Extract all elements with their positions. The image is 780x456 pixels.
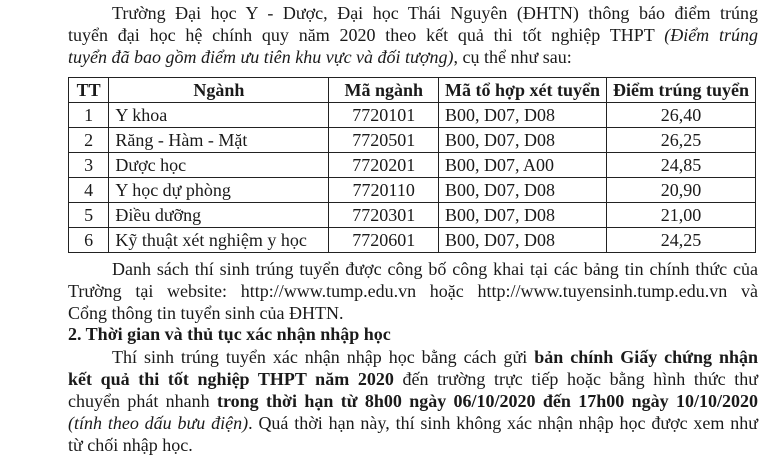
header-diem: Điểm trúng tuyển <box>607 78 756 103</box>
admission-paragraph <box>68 346 758 456</box>
links-paragraph <box>68 258 758 324</box>
admit-line-3 <box>68 390 758 412</box>
table-header-row <box>69 78 756 103</box>
admit-line-3-bold: trong thời hạn từ 8h00 ngày 06/10/2020 đến 17h00 ngày 10/10/2020 <box>217 391 758 411</box>
cell-nganh: Y học dự phòng <box>109 178 329 203</box>
cell-tt: 3 <box>69 153 109 178</box>
section-2-title: 2. Thời gian và thủ tục xác nhận nhập học <box>68 324 391 344</box>
table-row <box>69 153 756 178</box>
cell-diem: 21,00 <box>607 203 756 228</box>
admit-line-2-text: đến trường trực tiếp hoặc bằng hình thức thư <box>393 369 758 389</box>
cell-nganh: Răng - Hàm - Mặt <box>109 128 329 153</box>
cell-ma-to-hop: B00, D07, D08 <box>439 103 607 128</box>
header-nganh: Ngành <box>109 78 329 103</box>
table-row <box>69 203 756 228</box>
links-line-2: Trường tại website: http://www.tump.edu.vn hoặc http://www.tuyensinh.tump.edu.vn và <box>68 281 758 301</box>
cell-nganh: Kỹ thuật xét nghiệm y học <box>109 228 329 253</box>
cell-tt: 2 <box>69 128 109 153</box>
cell-nganh: Y khoa <box>109 103 329 128</box>
intro-line-2-italic: (Điểm trúng <box>664 25 758 45</box>
cell-ma-nganh: 7720501 <box>329 128 439 153</box>
admit-line-2-bold: kết quả thi tốt nghiệp THPT năm 2020 <box>68 369 394 389</box>
intro-line-1: Trường Đại học Y - Dược, Đại học Thái Nguyên (ĐHTN) thông báo điểm trúng <box>112 3 758 23</box>
cell-tt: 4 <box>69 178 109 203</box>
cell-ma-nganh: 7720110 <box>329 178 439 203</box>
table-row <box>69 103 756 128</box>
cell-ma-nganh: 7720301 <box>329 203 439 228</box>
cell-ma-to-hop: B00, D07, D08 <box>439 228 607 253</box>
admit-line-3-text: chuyển phát nhanh <box>68 391 217 411</box>
cell-tt: 6 <box>69 228 109 253</box>
header-ma-to-hop: Mã tổ hợp xét tuyển <box>439 78 607 103</box>
cell-tt: 1 <box>69 103 109 128</box>
cell-ma-nganh: 7720601 <box>329 228 439 253</box>
cell-ma-to-hop: B00, D07, D08 <box>439 178 607 203</box>
cell-ma-nganh: 7720101 <box>329 103 439 128</box>
cell-tt: 5 <box>69 203 109 228</box>
admission-score-table <box>68 77 756 253</box>
links-line-1: Danh sách thí sinh trúng tuyển được công bố công khai tại các bảng tin chính thức của <box>112 259 758 279</box>
admit-line-2 <box>68 368 758 390</box>
table-row <box>69 128 756 153</box>
intro-line-2 <box>68 24 758 46</box>
admit-line-5: từ chối nhập học. <box>68 435 193 455</box>
cell-diem: 24,85 <box>607 153 756 178</box>
cell-ma-to-hop: B00, D07, D08 <box>439 203 607 228</box>
cell-diem: 20,90 <box>607 178 756 203</box>
admit-line-4 <box>68 412 758 434</box>
cell-diem: 26,25 <box>607 128 756 153</box>
cell-ma-to-hop: B00, D07, D08 <box>439 128 607 153</box>
intro-paragraph <box>68 2 758 68</box>
header-ma-nganh: Mã ngành <box>329 78 439 103</box>
intro-line-3-italic: tuyển đã bao gồm điểm ưu tiên khu vực và đối tượng) <box>68 47 454 67</box>
table-row <box>69 178 756 203</box>
admit-line-1 <box>68 346 758 368</box>
intro-line-3 <box>68 47 572 67</box>
intro-line-3-tail: , cụ thể như sau: <box>453 47 572 67</box>
header-tt: TT <box>69 78 109 103</box>
cell-ma-nganh: 7720201 <box>329 153 439 178</box>
intro-line-2-text: tuyển đại học hệ chính quy năm 2020 theo kết quả thi tốt nghiệp THPT <box>68 25 655 45</box>
admit-line-4-italic: (tính theo dấu bưu điện) <box>68 413 249 433</box>
cell-diem: 26,40 <box>607 103 756 128</box>
cell-nganh: Điều dưỡng <box>109 203 329 228</box>
cell-ma-to-hop: B00, D07, A00 <box>439 153 607 178</box>
admit-line-1-text: Thí sinh trúng tuyển xác nhận nhập học bằng cách gửi <box>112 347 535 367</box>
links-line-3: Cổng thông tin tuyển sinh của ĐHTN. <box>68 303 344 323</box>
cell-nganh: Dược học <box>109 153 329 178</box>
table-row <box>69 228 756 253</box>
admit-line-4-text: . Quá thời hạn này, thí sinh không xác nhận nhập học được xem như <box>248 413 758 433</box>
cell-diem: 24,25 <box>607 228 756 253</box>
admit-line-1-bold: bản chính Giấy chứng nhận <box>534 347 758 367</box>
